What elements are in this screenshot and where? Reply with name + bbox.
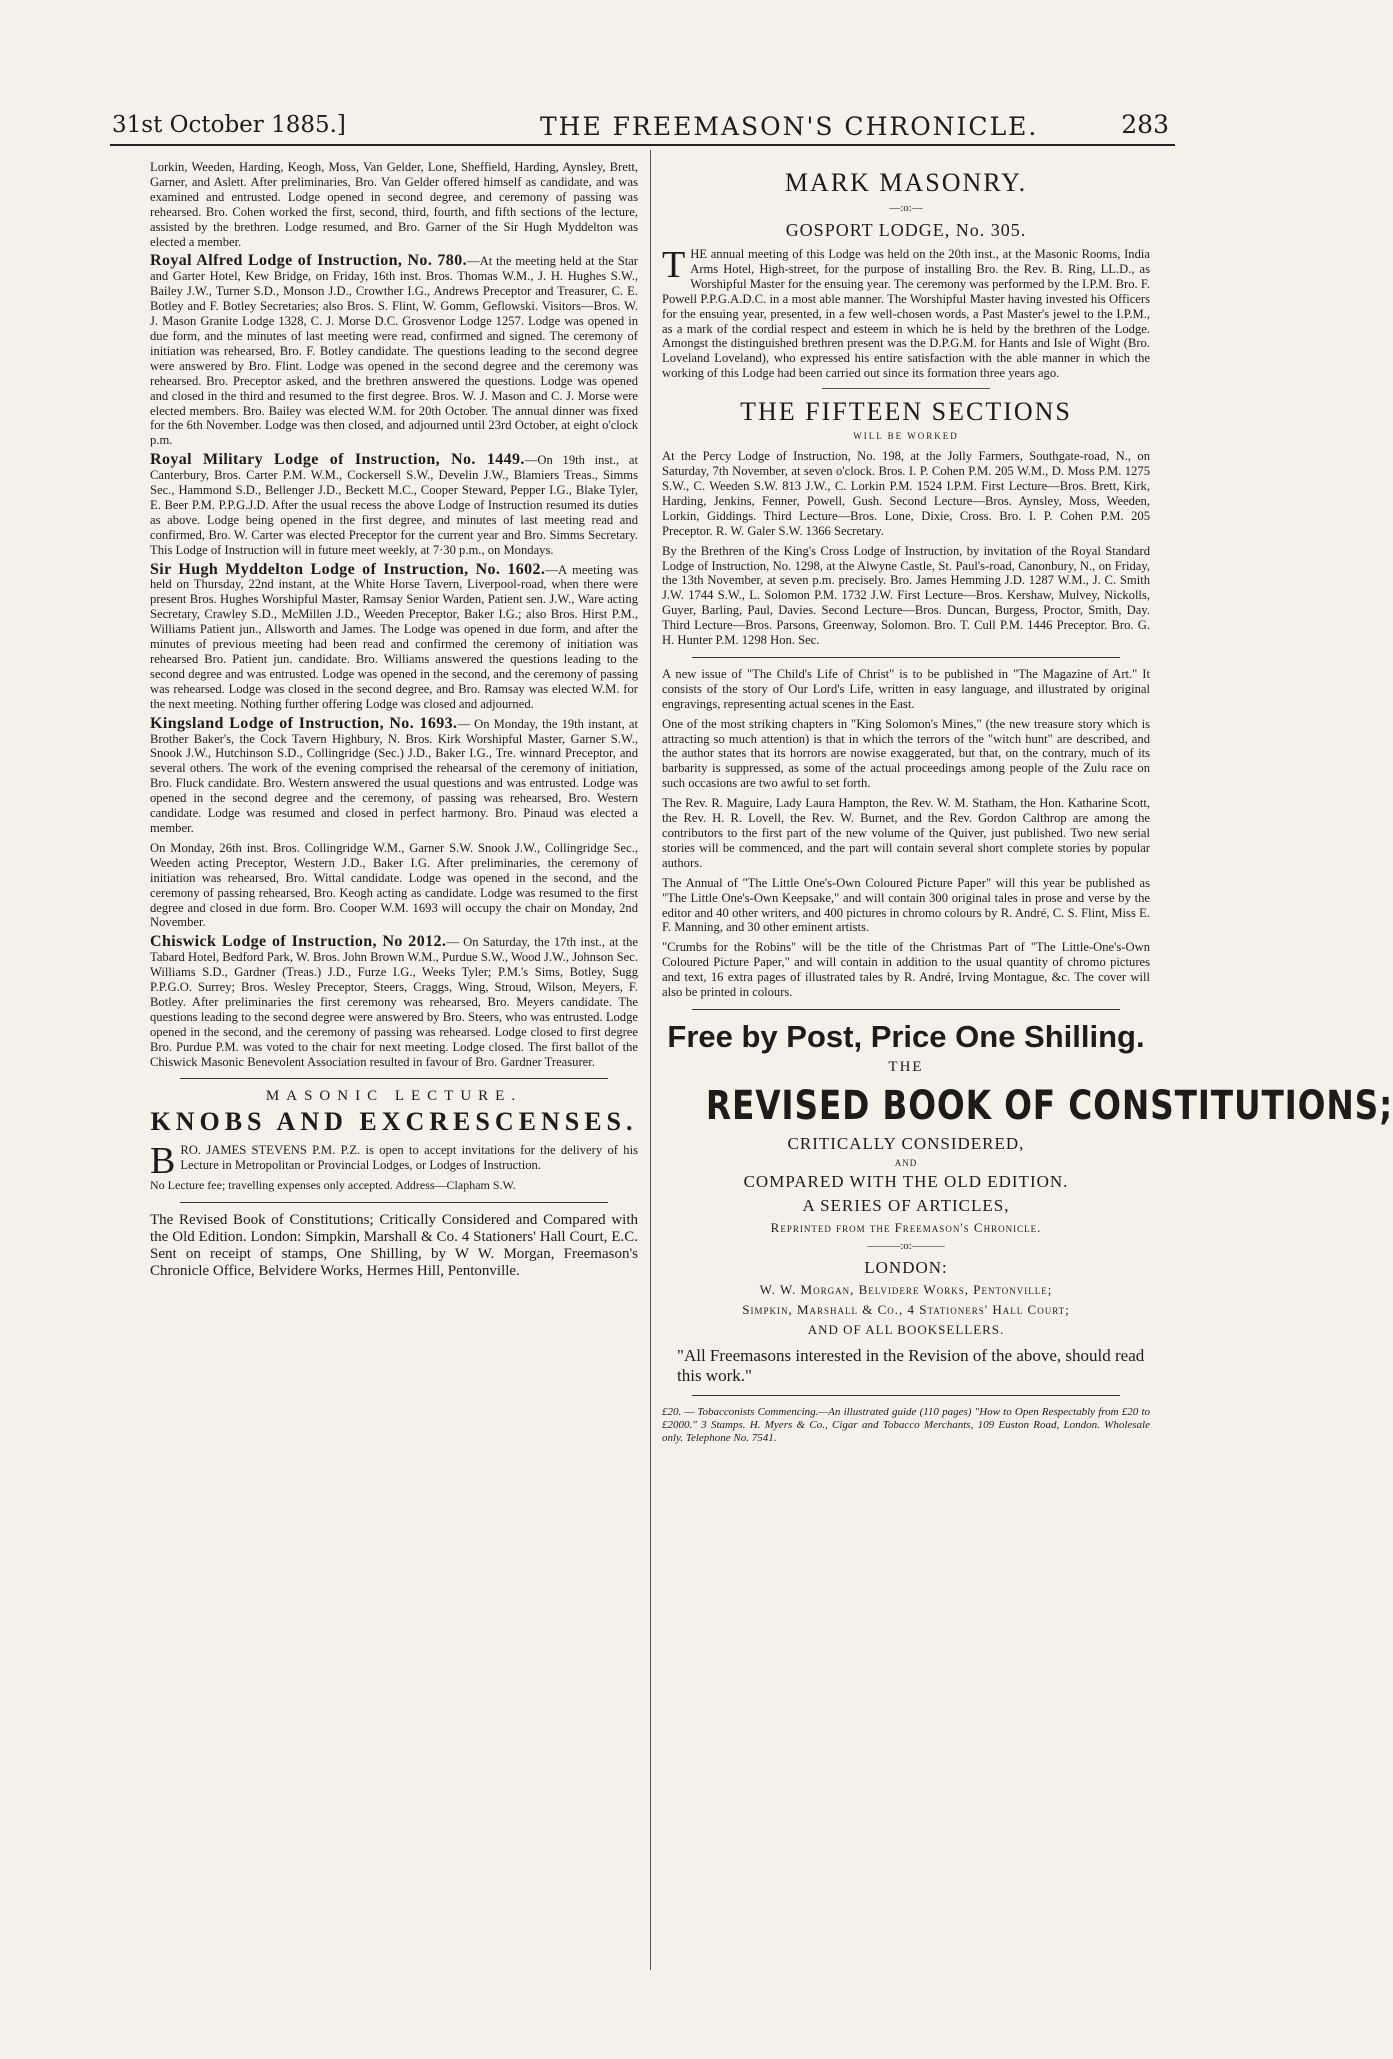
fifteen-sections-kings-cross: By the Brethren of the King's Cross Lodge of Instruction, by invitation of the Royal Standard Lodge of Instruction, No. 1298, at the Alwyne Castle, St. Paul's-road, Canonbury, N., on Friday, the 13th November, at seven p.m. precisely. Bro. James Hemming J.D. 1287 W.M., J. C. Smith J.W. 1744 S.W., L. Solomon P.M. 1732 J.W. First Lecture—Bros. Kershaw, Mulvey, Nickolls, Guyer, Barling, Paul, Davies. Second Lecture—Bros. Duncan, Burgess, Proctor, Smith, Day. Third Lecture—Bros. Parsons, Greenway, Solomon. Bro. T. Cull P.M. 1446 Preceptor. Bro. G. H. Hunter P.M. 1298 Hon. Sec. <box>662 543 1150 648</box>
page-header <box>110 108 1175 146</box>
header-date: 31st October 1885.] <box>112 112 346 138</box>
sir-hugh-body: —A meeting was held on Thursday, 22nd instant, at the White Horse Tavern, Liverpool-road, when there were present Bros. Hughes Worshipful Master, Ramsay Senior Warden, Patient sen. J.W., Ware acting Secretary, Crawley S.D., McMillen J.D., Weeden Preceptor, Baker I.G.; also Bros. Hirst P.M., Williams Patient jun., Allsworth and James. The Lodge was opened in due form, and after the minutes of previous meeting had been read and confirmed the ceremony of initiation was rehearsed Bro. Patient jun. candidate. Bro. Williams answered the questions leading to the second degree and was entrusted. Lodge was opened in the second, and the ceremony of passing was rehearsed. Lodge was closed in the second degree, and Bro. Ramsay was elected W.M. for the next meeting. Nothing further offering Lodge was closed and adjourned. <box>150 562 639 711</box>
royal-alfred-article <box>150 254 638 448</box>
section-rule <box>692 657 1120 658</box>
chiswick-article <box>150 935 638 1069</box>
header-title: THE FREEMASON'S CHRONICLE. <box>540 112 1039 141</box>
ad-revised-title: REVISED BOOK OF CONSTITUTIONS; <box>705 1082 1393 1129</box>
ad-critically: CRITICALLY CONSIDERED, <box>787 1133 1025 1153</box>
ad-simpkin: Simpkin, Marshall & Co., 4 Stationers' Hall Court; <box>742 1301 1070 1317</box>
book-advert: The Revised Book of Constitutions; Critically Considered and Compared with the Old Edition. London: Simpkin, Marshall & Co. 4 Stationers' Hall Court, E.C. Sent on receipt of stamps, One Shilling, by W W. Morgan, Freemason's Chronicle Office, Belvidere Works, Hermes Hill, Pentonville. <box>150 1212 638 1280</box>
ad-morgan: W. W. Morgan, Belvidere Works, Pentonville; <box>759 1281 1053 1297</box>
sir-hugh-heading: Sir Hugh Myddelton Lodge of Instruction, No. 1602. <box>150 560 546 578</box>
ad-series: A SERIES OF ARTICLES, <box>802 1195 1010 1215</box>
news-childs-life: A new issue of "The Child's Life of Christ" is to be published in "The Magazine of Art." It consists of the story of Our Lord's Life, written in easy language, and illustrated by original engravings, representing actual scenes in the East. <box>662 666 1150 711</box>
news-annual: The Annual of "The Little One's-Own Coloured Picture Paper" will this year be published as "The Little One's-Own Keepsake," and will contain 300 original tales in prose and verse by the editor and 40 other writers, and 400 pictures in chromo colours by R. André, C. S. Flint, Miss E. F. Manning, and 30 other eminent artists. <box>662 875 1150 935</box>
lecture-note: No Lecture fee; travelling expenses only accepted. Address—Clapham S.W. <box>150 1178 516 1193</box>
fifteen-sections-subtitle: WILL BE WORKED <box>853 431 959 442</box>
gosport-title: GOSPORT LODGE, No. 305. <box>785 220 1027 240</box>
ad-separator: ———:o:——— <box>867 1239 945 1252</box>
section-rule <box>180 1078 608 1079</box>
separator: —:o:— <box>889 202 923 214</box>
gosport-dropcap: T <box>662 244 686 286</box>
kingsland-paragraph-2: On Monday, 26th inst. Bros. Collingridge W.M., Garner S.W. Snook J.W., Collingridge Sec., Weeden acting Preceptor, Western J.D., Baker I.G. After preliminaries, the ceremony of initiation was rehearsed, Bro. Wittal candidate. Lodge was opened in the second, and the ceremony of passing rehearsed, Bro. Keogh acting as candidate. Lodge was resumed to the first degree and closed in due form. Bro. Cooper W.M. 1693 will occupy the chair on Monday, 2nd November. <box>150 840 638 930</box>
chiswick-heading: Chiswick Lodge of Instruction, No 2012. <box>150 933 447 951</box>
sir-hugh-article <box>150 560 639 712</box>
section-rule <box>180 1202 608 1203</box>
gosport-body: HE annual meeting of this Lodge was held on the 20th inst., at the Masonic Rooms, India Arms Hotel, High-street, for the purpose of installing Bro. the Rev. B. Ring, LL.D., as Worshipful Master for the ensuing year. The ceremony was performed by the I.P.M. Bro. F. Powell P.P.G.A.D.C. in a most able manner. The Worshipful Master having invested his Officers for the ensuing year, presented, in a few well-chosen words, a Past Master's jewel to the I.P.M., as a mark of the cordial respect and esteem in which he is held by the brethren of the Lodge. Amongst the distinguished brethren present was the D.P.G.M. for Hants and Isle of Wight (Bro. Loveland Loveland), who expressed his entire satisfaction with the able manner in which the working of this Lodge had been carried out since its formation three years ago. <box>662 247 1150 381</box>
ad-and: AND <box>894 1157 918 1168</box>
ad-all-booksellers: AND OF ALL BOOKSELLERS. <box>807 1321 1005 1337</box>
news-king-solomon: One of the most striking chapters in "King Solomon's Mines," (the new treasure story which is attracting so much attention) is that in which the terrors of the "witch hunt" are described, and the author states that its horrors are nowise exaggerated, but that, on the contrary, much of its barbarity is suppressed, as some of the actual proceedings among people of the Zulu race on such occasions are two awful to set forth. <box>662 716 1150 791</box>
kingsland-heading: Kingsland Lodge of Instruction, No. 1693. <box>150 714 458 732</box>
lecture-advert <box>150 1140 638 1183</box>
lecture-dropcap: B <box>150 1140 176 1183</box>
header-page-number: 283 <box>1121 110 1169 139</box>
royal-military-body: —On 19th inst., at Canterbury, Bros. Carter P.M. W.M., Cockersell S.W., Develin J.W., Blamiers Treas., Simms Sec., Hammond S.D., Bellenger J.D., Beckett M.C., Cooper Steward, Pepper I.G., Blake Tyler, E. Beer P.M. P.P.G.J.D. After the usual recess the above Lodge of Instruction resumed its duties as above. Lodge being opened in the first degree, and minutes of last meeting read and confirmed, Bro. W. Carter was elected Preceptor for the current year and Bro. Simms Secretary. This Lodge of Instruction will in future meet weekly, at 7·30 p.m., on Mondays. <box>150 453 639 557</box>
ad-the: THE <box>888 1058 924 1075</box>
mark-masonry-title: MARK MASONRY. <box>784 168 1028 197</box>
ad-london: LONDON: <box>864 1257 948 1277</box>
lecture-subtitle: KNOBS AND EXCRESCENSES. <box>150 1107 638 1137</box>
chiswick-body: — On Saturday, the 17th inst., at the Tabard Hotel, Bedford Park, W. Bros. John Brown W.M., Purdue S.W., Wood J.W., Johnson Sec. Williams S.D., Gardner (Treas.) J.D., Furze I.G., Weeks Tyler; P.M.'s Sims, Botley, Sugg P.P.G.O. Surrey; Bros. Wesley Preceptor, Steers, Craggs, Wing, Stroud, Wilson, Meyers, F. Botley. After preliminaries the first ceremony was rehearsed, Bro. Meyers candidate. The questions leading to the second degree were answered by Bro. Steers, who was entrusted. Lodge opened in the second, and the ceremony of passing was rehearsed. Lodge closed to first degree Bro. Purdue P.M. was voted to the chair for next meeting. Lodge closed. The first ballot of the Chiswick Masonic Benevolent Association resulted in favour of Bro. Gardner Treasurer. <box>150 935 638 1069</box>
kingsland-body: — On Monday, the 19th instant, at Brother Baker's, the Cock Tavern Highbury, N. Bros. Kirk Worshipful Master, Garner S.W., Snook J.W., Hutchinson S.D., Collingridge (Sec.) J.D., Baker I.G., Tre. winnard Preceptor, and several others. The work of the evening comprised the rehearsal of the ceremony of initiation, Bro. Fluck candidate. Bro. Western answered the usual questions and was entrusted. Lodge was opened in the second degree and the ceremony, of passing was rehearsed, Bro. Western candidate. Lodge was resumed and closed in perfect harmony. Bro. Pinaud was elected a member. <box>150 716 638 835</box>
fifteen-sections-title: THE FIFTEEN SECTIONS <box>740 397 1072 427</box>
lecture-title: MASONIC LECTURE. <box>265 1088 523 1105</box>
section-rule <box>822 388 990 389</box>
royal-alfred-heading: Royal Alfred Lodge of Instruction, No. 780. <box>150 252 467 270</box>
ad-reprinted: Reprinted from the Freemason's Chronicle. <box>770 1219 1042 1235</box>
ad-compared: COMPARED WITH THE OLD EDITION. <box>743 1171 1069 1191</box>
royal-military-article <box>150 453 638 557</box>
kingsland-article <box>150 714 638 836</box>
left-column <box>150 160 638 1280</box>
gosport-article <box>662 244 1150 381</box>
right-column <box>662 160 1393 1445</box>
royal-military-heading: Royal Military Lodge of Instruction, No. 1449. <box>150 451 525 469</box>
fifteen-sections-percy: At the Percy Lodge of Instruction, No. 198, at the Jolly Farmers, Southgate-road, N., on Saturday, 7th November, at seven o'clock. Bros. I. P. Cohen P.M. 205 W.M., D. Moss P.M. 1275 S.W., C. Weeden S.W. 813 J.W., C. Lorkin P.M. 1524 I.P.M. First Lecture—Bros. Brett, Kirk, Harding, Jenkins, Fenner, Powell, Gush. Second Lecture—Bros. Aynsley, Moss, Weeden, Lorkin, Giddings. Third Lecture—Bros. Lone, Dixie, Cross. Bro. I. P. Cohen P.M. 205 Preceptor. R. W. Galer S.W. 1366 Secretary. <box>662 449 1150 538</box>
ad-quote: "All Freemasons interested in the Revision of the above, should read this work." <box>677 1345 1145 1385</box>
tobacco-advert: £20. — Tobacconists Commencing.—An illustrated guide (110 pages) "How to Open Respectably from £20 to £2000." 3 Stamps. H. Myers & Co., Cigar and Tobacco Merchants, 109 Euston Road, London. Wholesale only. Telephone No. 7541. <box>662 1405 1150 1444</box>
lecture-body: RO. JAMES STEVENS P.M. P.Z. is open to accept invitations for the delivery of his Lecture in Metropolitan or Provincial Lodges, or Lodges of Instruction. <box>180 1143 638 1173</box>
news-crumbs: "Crumbs for the Robins" will be the title of the Christmas Part of "The Little-One's-Own Coloured Picture Paper," and will contain in addition to the usual quantity of chromo pictures and text, 16 extra pages of illustrated tales by R. André, Irving Montague, &c. The cover will also be printed in colours. <box>662 940 1150 1000</box>
intro-paragraph: Lorkin, Weeden, Harding, Keogh, Moss, Van Gelder, Lone, Sheffield, Harding, Aynsley, Brett, Garner, and Aslett. After preliminaries, Bro. Van Gelder offered himself as candidate, and was examined and entrusted. Lodge opened in second degree, and ceremony of passing was rehearsed. Bro. Cohen worked the first, second, third, fourth, and fifth sections of the lecture, assisted by the brethren. Lodge resumed, and Bro. Garner of the Sir Hugh Myddelton was elected a member. <box>150 160 638 249</box>
news-quiver: The Rev. R. Maguire, Lady Laura Hampton, the Rev. W. M. Statham, the Hon. Katharine Scott, the Rev. H. R. Lovell, the Rev. W. Burnet, and the Rev. Gordon Calthrop are among the contributors to the first part of the new volume of the Quiver, just published. Two new serial stories will be commenced, and the part will contain several short complete stories by popular authors. <box>662 796 1150 870</box>
column-divider <box>650 150 651 1970</box>
royal-alfred-body: —At the meeting held at the Star and Garter Hotel, Kew Bridge, on Friday, 16th inst. Bros. Thomas W.M., J. H. Hughes S.W., Bailey J.W., Turner S.D., Monson J.D., Crowther I.G., Andrews Preceptor and Treasurer, C. E. Botley and F. Botley Secretaries; also Bros. S. Flint, W. Gomm, Geflowski. Visitors—Bros. W. J. Mason Granite Lodge 1328, C. J. Morse D.C. Grosvenor Lodge 1257. Lodge was opened in due form, and the minutes of last meeting were read, confirmed and signed. The ceremony of initiation was rehearsed, Bro. F. Botley candidate. The questions leading to the second degree were answered by Bro. Flint. Lodge was opened in the second degree and the ceremony was rehearsed. Bro. Preceptor asked, and the brethren answered the questions. Lodge was opened and closed in the third and resumed to the first degree. Bros. W. J. Mason and C. J. Morse were elected members. Bro. Bailey was elected W.M. for 20th October. The annual dinner was fixed for the 6th November. Lodge was then closed, and adjourned until 23rd October, at eight o'clock p.m. <box>150 254 638 448</box>
section-rule <box>692 1395 1120 1396</box>
section-rule <box>692 1009 1120 1010</box>
ad-price-line: Free by Post, Price One Shilling. <box>667 1018 1145 1054</box>
